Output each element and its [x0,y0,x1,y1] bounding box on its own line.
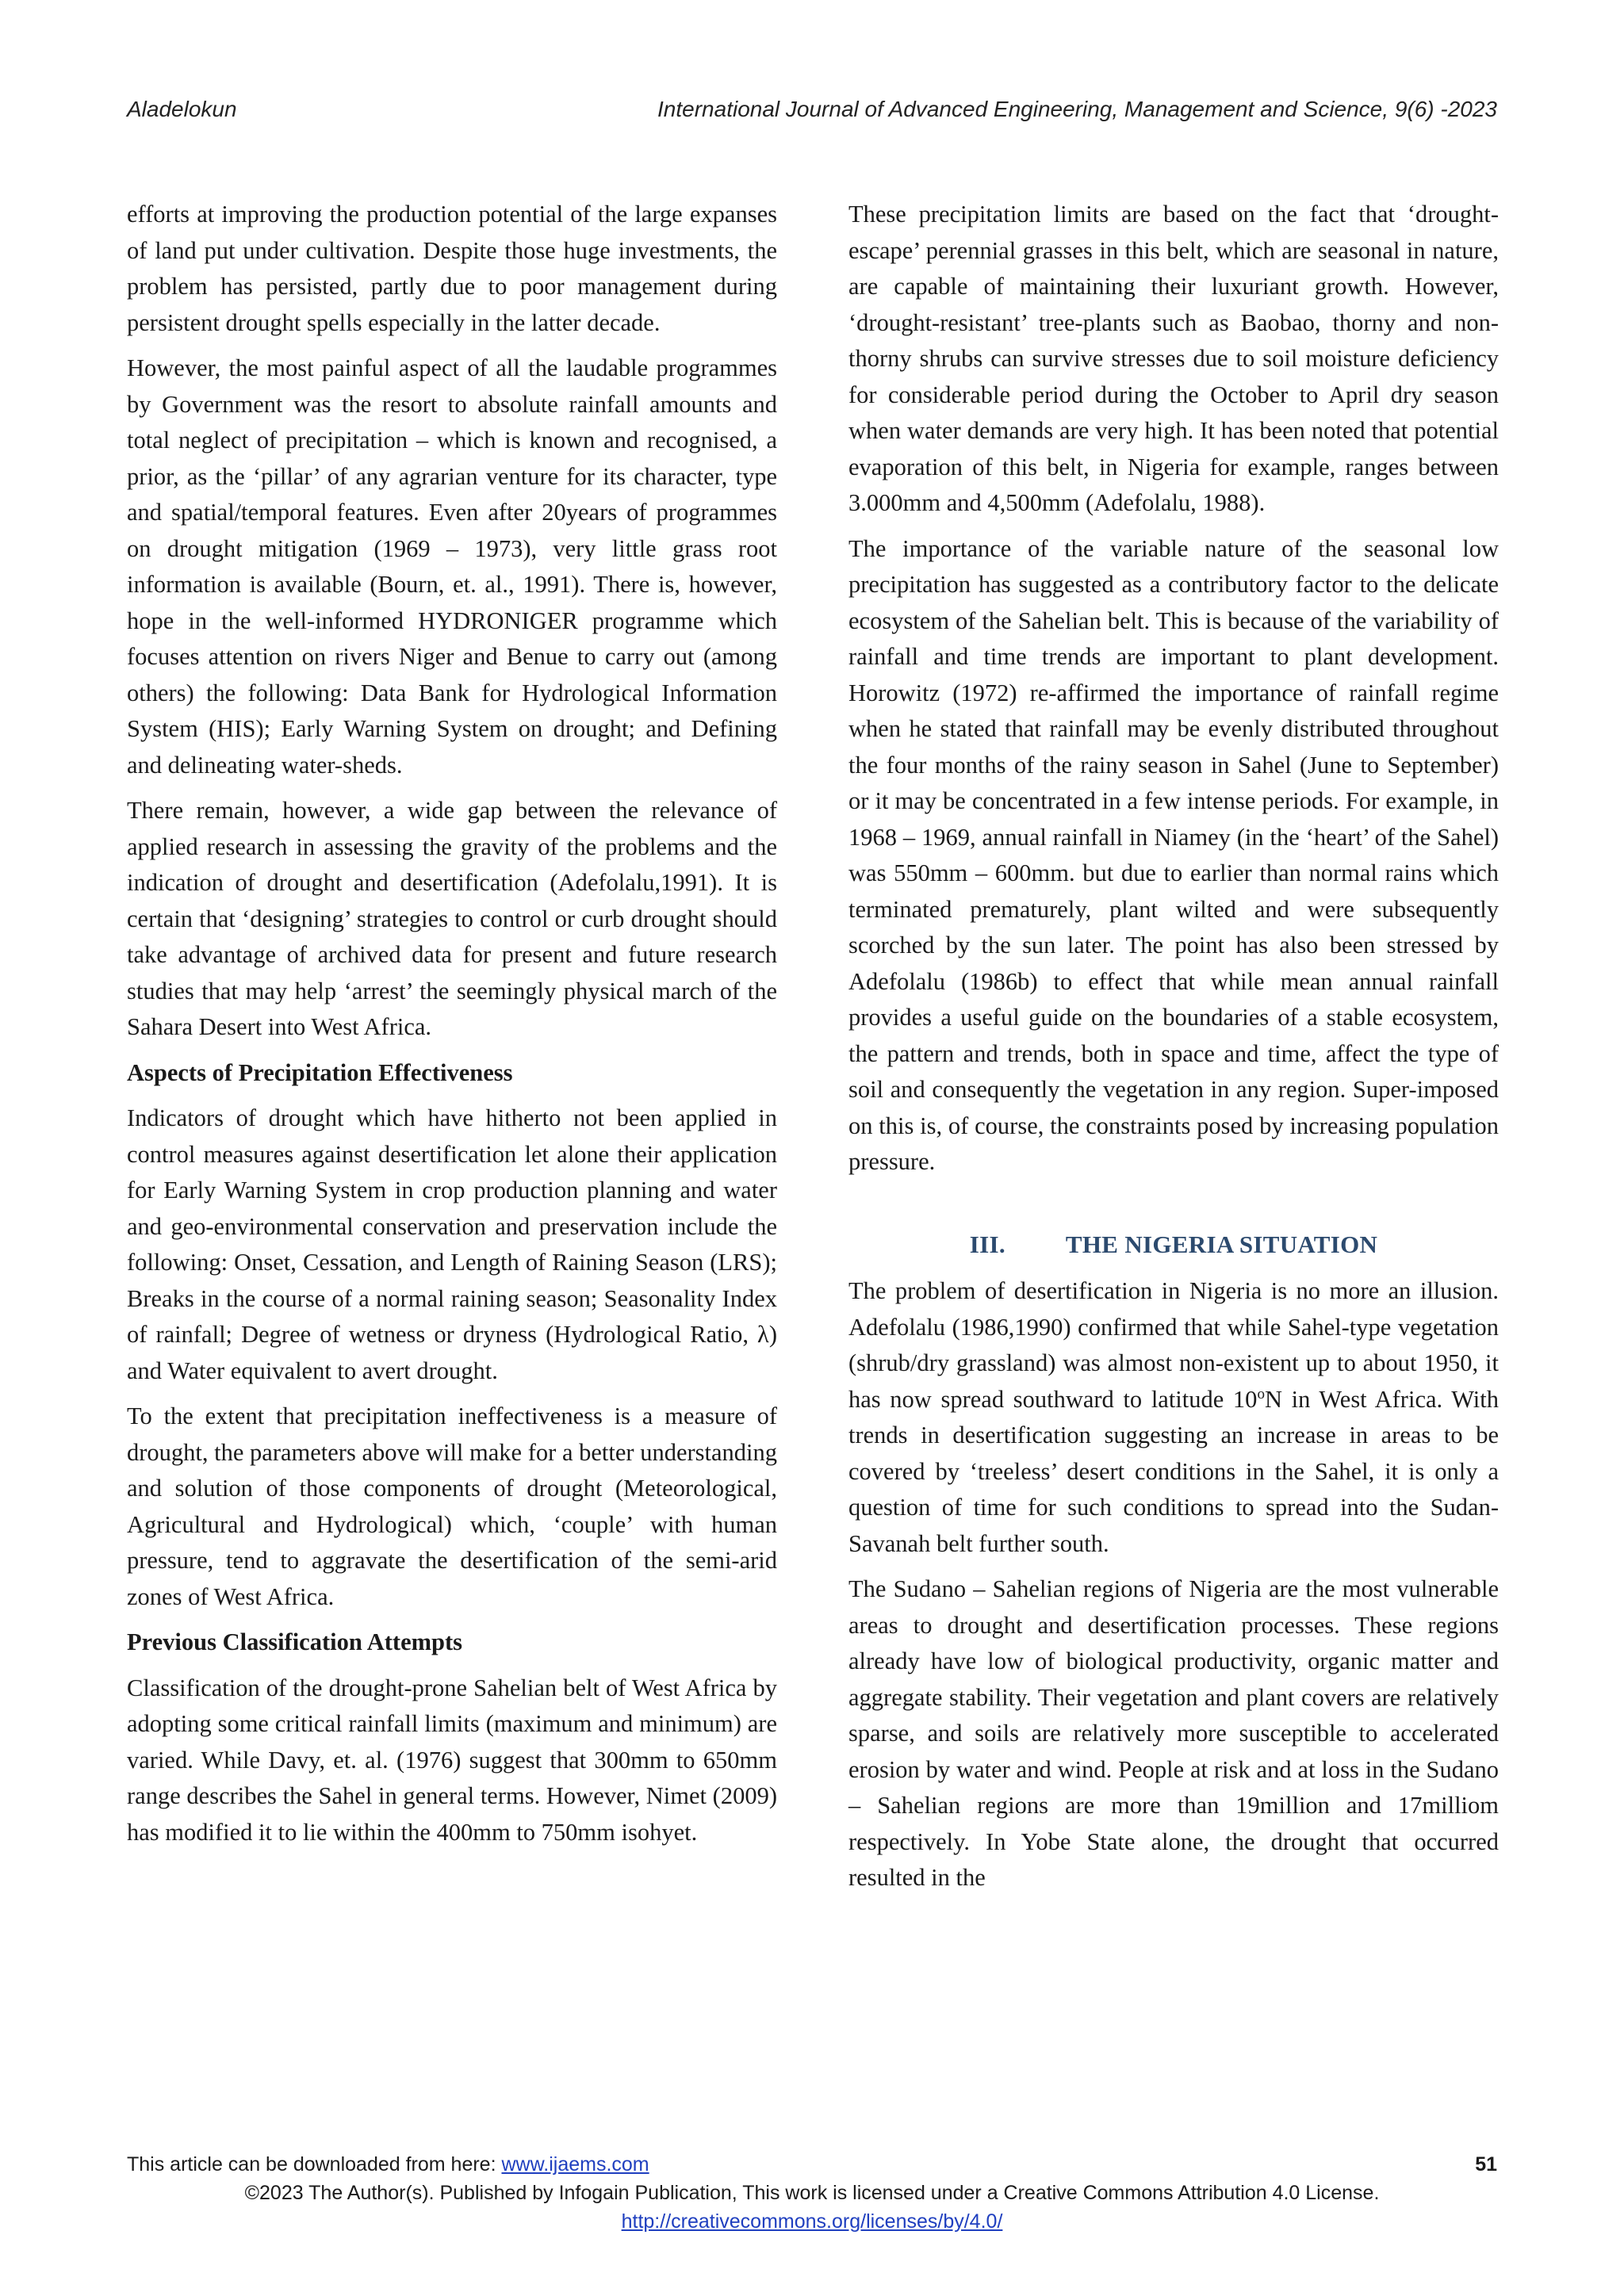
paragraph-text: N in West Africa. With trends in desertification suggesting an increase in areas to be covered by ‘treeless’ desert conditions in the Sahel, it is only a question of time for such conditions to spread into the Sudan-Savanah belt further south. [848,1385,1499,1557]
paragraph: Indicators of drought which have hitherto not been applied in control measures against desertification let alone their application for Early Warning System in crop production planning and water and geo-environmental conservation and preservation include the following: Onset, Cessation, and Length of Raining Season (LRS); Breaks in the course of a normal raining season; Seasonality Index of rainfall; Degree of wetness or dryness (Hydrological Ratio, λ) and Water equivalent to avert drought. [127,1104,777,1384]
license-text: ©2023 The Author(s). Published by Infogain Publication, This work is licensed under a Creative Commons Attribution 4.0 License. [244,2182,1380,2204]
journal-link[interactable]: www.ijaems.com [501,2153,649,2175]
license-link[interactable]: http://creativecommons.org/licenses/by/4.0/ [621,2210,1003,2233]
download-text: This article can be downloaded from here: [127,2153,502,2175]
section-title: THE NIGERIA SITUATION [1065,1230,1378,1258]
paragraph: To the extent that precipitation ineffectiveness is a measure of drought, the parameters above will make for a better understanding and solution of those components of drought (Meteorological, Agricultural and Hydrological) which, ‘couple’ with human pressure, tend to aggravate the desertification of the semi-arid zones of West Africa. [127,1402,777,1610]
header-author: Aladelokun [127,97,237,121]
paragraph: efforts at improving the production potential of the large expanses of land put under cultivation. Despite those huge investments, the problem has persisted, partly due to poor management during persistent drought spells especially in the latter decade. [127,201,777,336]
left-column [127,197,777,1860]
paragraph: Classification of the drought-prone Sahelian belt of West Africa by adopting some critical rainfall limits (maximum and minimum) are varied. While Davy, et. al. (1976) suggest that 300mm to 650mm range describes the Sahel in general terms. However, Nimet (2009) has modified it to lie within the 400mm to 750mm isohyet. [127,1674,777,1846]
running-header [127,97,1497,132]
paragraph-text: The problem of desertification in Nigeria is no more an illusion. Adefolalu (1986,1990) confirmed that while Sahel-type vegetation (shrub/dry grassland) was almost non-existent up to about 1950, it has now spread southward to latitude 10 [848,1277,1499,1413]
paragraph: The Sudano – Sahelian regions of Nigeria are the most vulnerable areas to drought and desertification processes. These regions already have low of biological productivity, organic matter and aggregate stability. Their vegetation and plant covers are relatively sparse, and soils are relatively more susceptible to accelerated erosion by water and wind. People at risk and at loss in the Sudano – Sahelian regions are more than 19million and 17milliom respectively. In Yobe State alone, the drought that occurred resulted in the [848,1575,1499,1891]
page-number: 51 [1475,2153,1497,2175]
subheading-precipitation-effectiveness: Aspects of Precipitation Effectiveness [127,1058,513,1086]
section-number: III. [969,1230,1005,1258]
right-column [848,197,1499,1906]
paragraph: The importance of the variable nature of the seasonal low precipitation has suggested as a contributory factor to the delicate ecosystem of the Sahelian belt. This is because of the variability of rainfall and time trends are important to plant development. Horowitz (1972) re-affirmed the importance of rainfall regime when he stated that rainfall may be evenly distributed throughout the four months of the rainy season in Sahel (June to September) or it may be concentrated in a few intense periods. For example, in 1968 – 1969, annual rainfall in Niamey (in the ‘heart’ of the Sahel) was 550mm – 600mm. but due to earlier than normal rains which terminated prematurely, plant wilted and were subsequently scorched by the sun later. The point has also been stressed by Adefolalu (1986b) to effect that while mean annual rainfall provides a useful guide on the boundaries of a stable ecosystem, the pattern and trends, both in space and time, affect the type of soil and consequently the vegetation in any region. Super-imposed on this is, of course, the constraints posed by increasing population pressure. [848,534,1499,1175]
subheading-previous-classification: Previous Classification Attempts [127,1628,463,1655]
degree-superscript: o [1257,1385,1265,1402]
paragraph: There remain, however, a wide gap between the relevance of applied research in assessing the gravity of the problems and the indication of drought and desertification (Adefolalu,1991). It is certain that ‘designing’ strategies to control or curb drought should take advantage of archived data for present and future research studies that may help ‘arrest’ the seemingly physical march of the Sahara Desert into West Africa. [127,797,777,1040]
paragraph: However, the most painful aspect of all the laudable programmes by Government was the resort to absolute rainfall amounts and total neglect of precipitation – which is known and recognised, a prior, as the ‘pillar’ of any agrarian venture for its character, type and spatial/temporal features. Even after 20years of programmes on drought mitigation (1969 – 1973), very little grass root information is available (Bourn, et. al., 1991). There is, however, hope in the well-informed HYDRONIGER programme which focuses attention on rivers Niger and Benue to carry out (among others) the following: Data Bank for Hydrological Information System (HIS); Early Warning System on drought; and Defining and delineating water-sheds. [127,354,777,779]
paragraph [848,1273,1499,1562]
section-heading [848,1226,1499,1263]
paragraph: These precipitation limits are based on the fact that ‘drought-escape’ perennial grasses in this belt, which are seasonal in nature, are capable of maintaining their luxuriant growth. However, ‘drought-resistant’ tree-plants such as Baobao, thorny and non-thorny shrubs can survive stresses due to soil moisture deficiency for considerable period during the October to April dry season when water demands are very high. It has been noted that potential evaporation of this belt, in Nigeria for example, ranges between 3.000mm and 4,500mm (Adefolalu, 1988). [848,201,1499,516]
download-note [127,2150,649,2179]
header-journal: International Journal of Advanced Engineering, Management and Science, 9(6) -2023 [657,97,1497,121]
page-footer [127,2150,1497,2236]
